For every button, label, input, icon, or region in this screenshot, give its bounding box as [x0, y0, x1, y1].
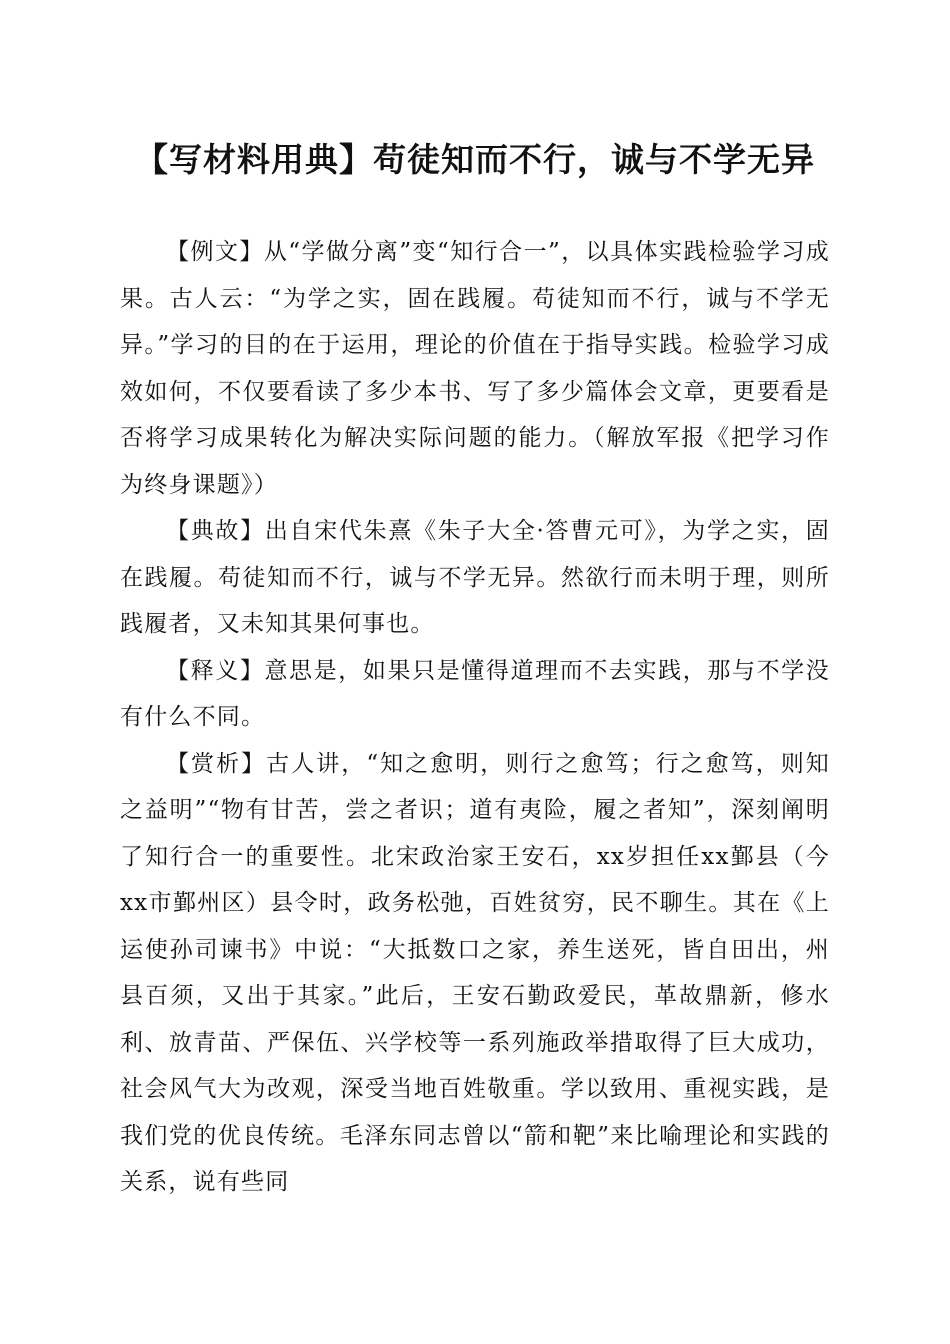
paragraph-text: 从“学做分离”变“知行合一”，以具体实践检验学习成果。古人云：“为学之实，固在践履。苟徒知而不行，诚与不学无异。”学习的目的在于运用，理论的价值在于指导实践。检验学习成效如何，不仅要看读了多少本书、写了多少篇体会文章，更要看是否将学习成果转化为解决实际问题的能力。（解放军报《把学习作为终身课题》）	[120, 239, 830, 498]
paragraph-tag: 【释义】	[166, 657, 265, 684]
paragraph-example	[120, 229, 830, 508]
paragraph-appreciation	[120, 741, 830, 1206]
document-title: 【写材料用典】苟徒知而不行，诚与不学无异	[135, 140, 815, 179]
document-body	[120, 229, 830, 1206]
paragraph-text: 意思是，如果只是懂得道理而不去实践，那与不学没有什么不同。	[120, 657, 830, 730]
paragraph-text: 古人讲，“知之愈明，则行之愈笃；行之愈笃，则知之益明”“物有甘苦，尝之者识；道有夷险，履之者知”，深刻阐明了知行合一的重要性。北宋政治家王安石，xx岁担任xx鄞县（今xx市鄞州区）县令时，政务松弛，百姓贫穷，民不聊生。其在《上运使孙司谏书》中说：“大抵数口之家，养生送死，皆自田出，州县百须，又出于其家。”此后，王安石勤政爱民，革故鼎新，修水利、放青苗、严保伍、兴学校等一系列施政举措取得了巨大成功，社会风气大为改观，深受当地百姓敬重。学以致用、重视实践，是我们党的优良传统。毛泽东同志曾以“箭和靶”来比喻理论和实践的关系，说有些同	[120, 750, 831, 1195]
paragraph-meaning	[120, 648, 830, 741]
paragraph-allusion	[120, 508, 830, 648]
paragraph-tag: 【赏析】	[166, 750, 267, 777]
paragraph-tag: 【典故】	[166, 518, 265, 544]
paragraph-text: 出自宋代朱熹《朱子大全·答曹元可》，为学之实，固在践履。苟徒知而不行，诚与不学无异。然欲行而未明于理，则所践履者，又未知其果何事也。	[120, 518, 830, 637]
paragraph-tag: 【例文】	[166, 239, 264, 265]
